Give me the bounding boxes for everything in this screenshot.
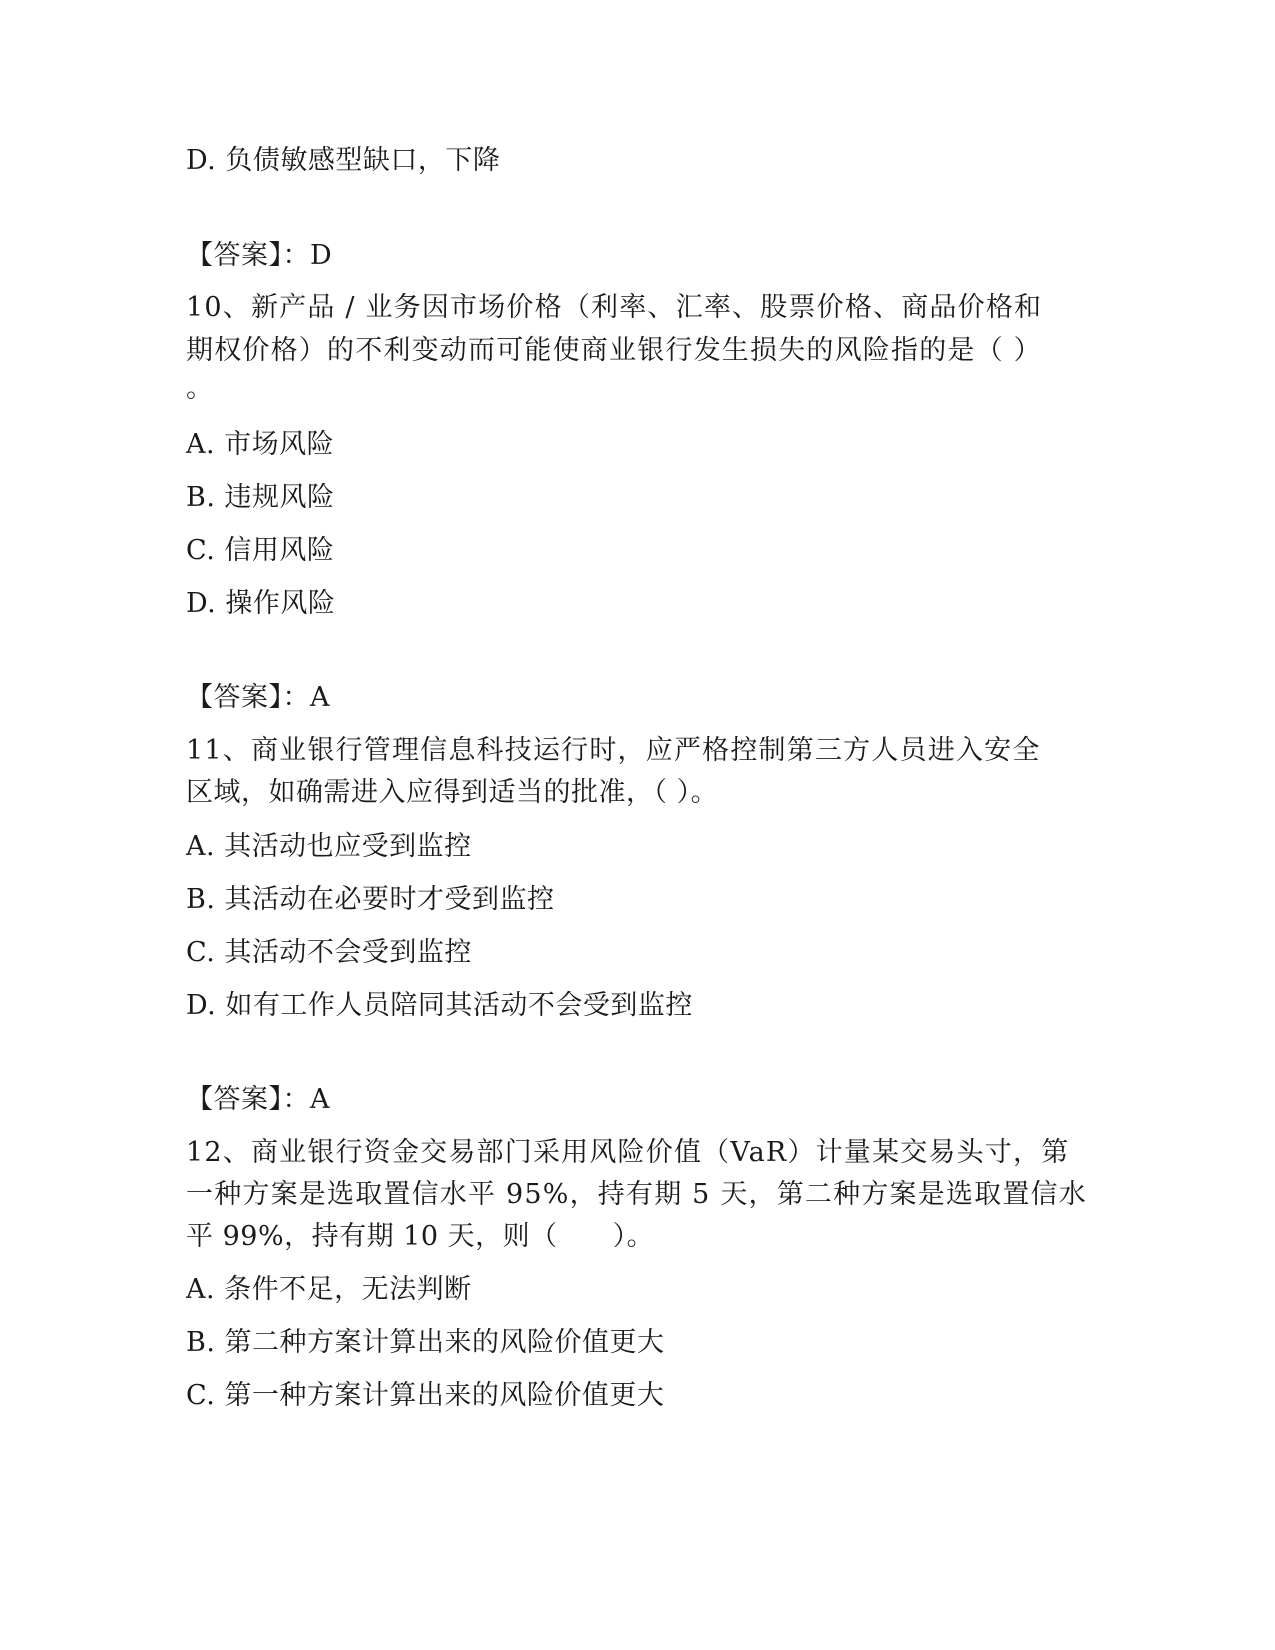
q10-option-d: D. 操作风险: [186, 588, 336, 619]
q12-stem-line-2: 一种方案是选取置信水平 95%，持有期 5 天，第二种方案是选取置信水: [186, 1179, 1087, 1210]
q11-option-d: D. 如有工作人员陪同其活动不会受到监控: [186, 990, 693, 1021]
q10-answer: 【答案】：A: [186, 682, 330, 713]
q9-answer: 【答案】：D: [186, 240, 333, 271]
q12-option-a: A. 条件不足，无法判断: [186, 1274, 472, 1305]
q10-option-c: C. 信用风险: [186, 535, 335, 566]
q11-answer: 【答案】：A: [186, 1084, 330, 1115]
q12-option-c: C. 第一种方案计算出来的风险价值更大: [186, 1380, 665, 1411]
q12-stem-line-1: 12、商业银行资金交易部门采用风险价值（VaR）计量某交易头寸，第: [186, 1137, 1070, 1168]
q11-stem-line-1: 11、商业银行管理信息科技运行时，应严格控制第三方人员进入安全: [186, 735, 1041, 766]
q12-option-b: B. 第二种方案计算出来的风险价值更大: [186, 1327, 665, 1358]
q10-stem-line-3: 。: [186, 373, 214, 404]
q11-stem-line-2: 区域，如确需进入应得到适当的批准，（ ）。: [186, 777, 719, 808]
q9-option-d: D. 负债敏感型缺口，下降: [186, 145, 501, 176]
q10-option-b: B. 违规风险: [186, 482, 335, 513]
q11-option-c: C. 其活动不会受到监控: [186, 937, 472, 968]
q10-option-a: A. 市场风险: [186, 429, 335, 460]
q11-option-b: B. 其活动在必要时才受到监控: [186, 884, 555, 915]
q11-option-a: A. 其活动也应受到监控: [186, 831, 472, 862]
q10-stem-line-1: 10、新产品 / 业务因市场价格（利率、汇率、股票价格、商品价格和: [186, 292, 1043, 323]
q10-stem-line-2: 期权价格）的不利变动而可能使商业银行发生损失的风险指的是（ ）: [186, 335, 1042, 366]
q12-stem-line-3: 平 99%，持有期 10 天，则（ ）。: [186, 1221, 655, 1252]
